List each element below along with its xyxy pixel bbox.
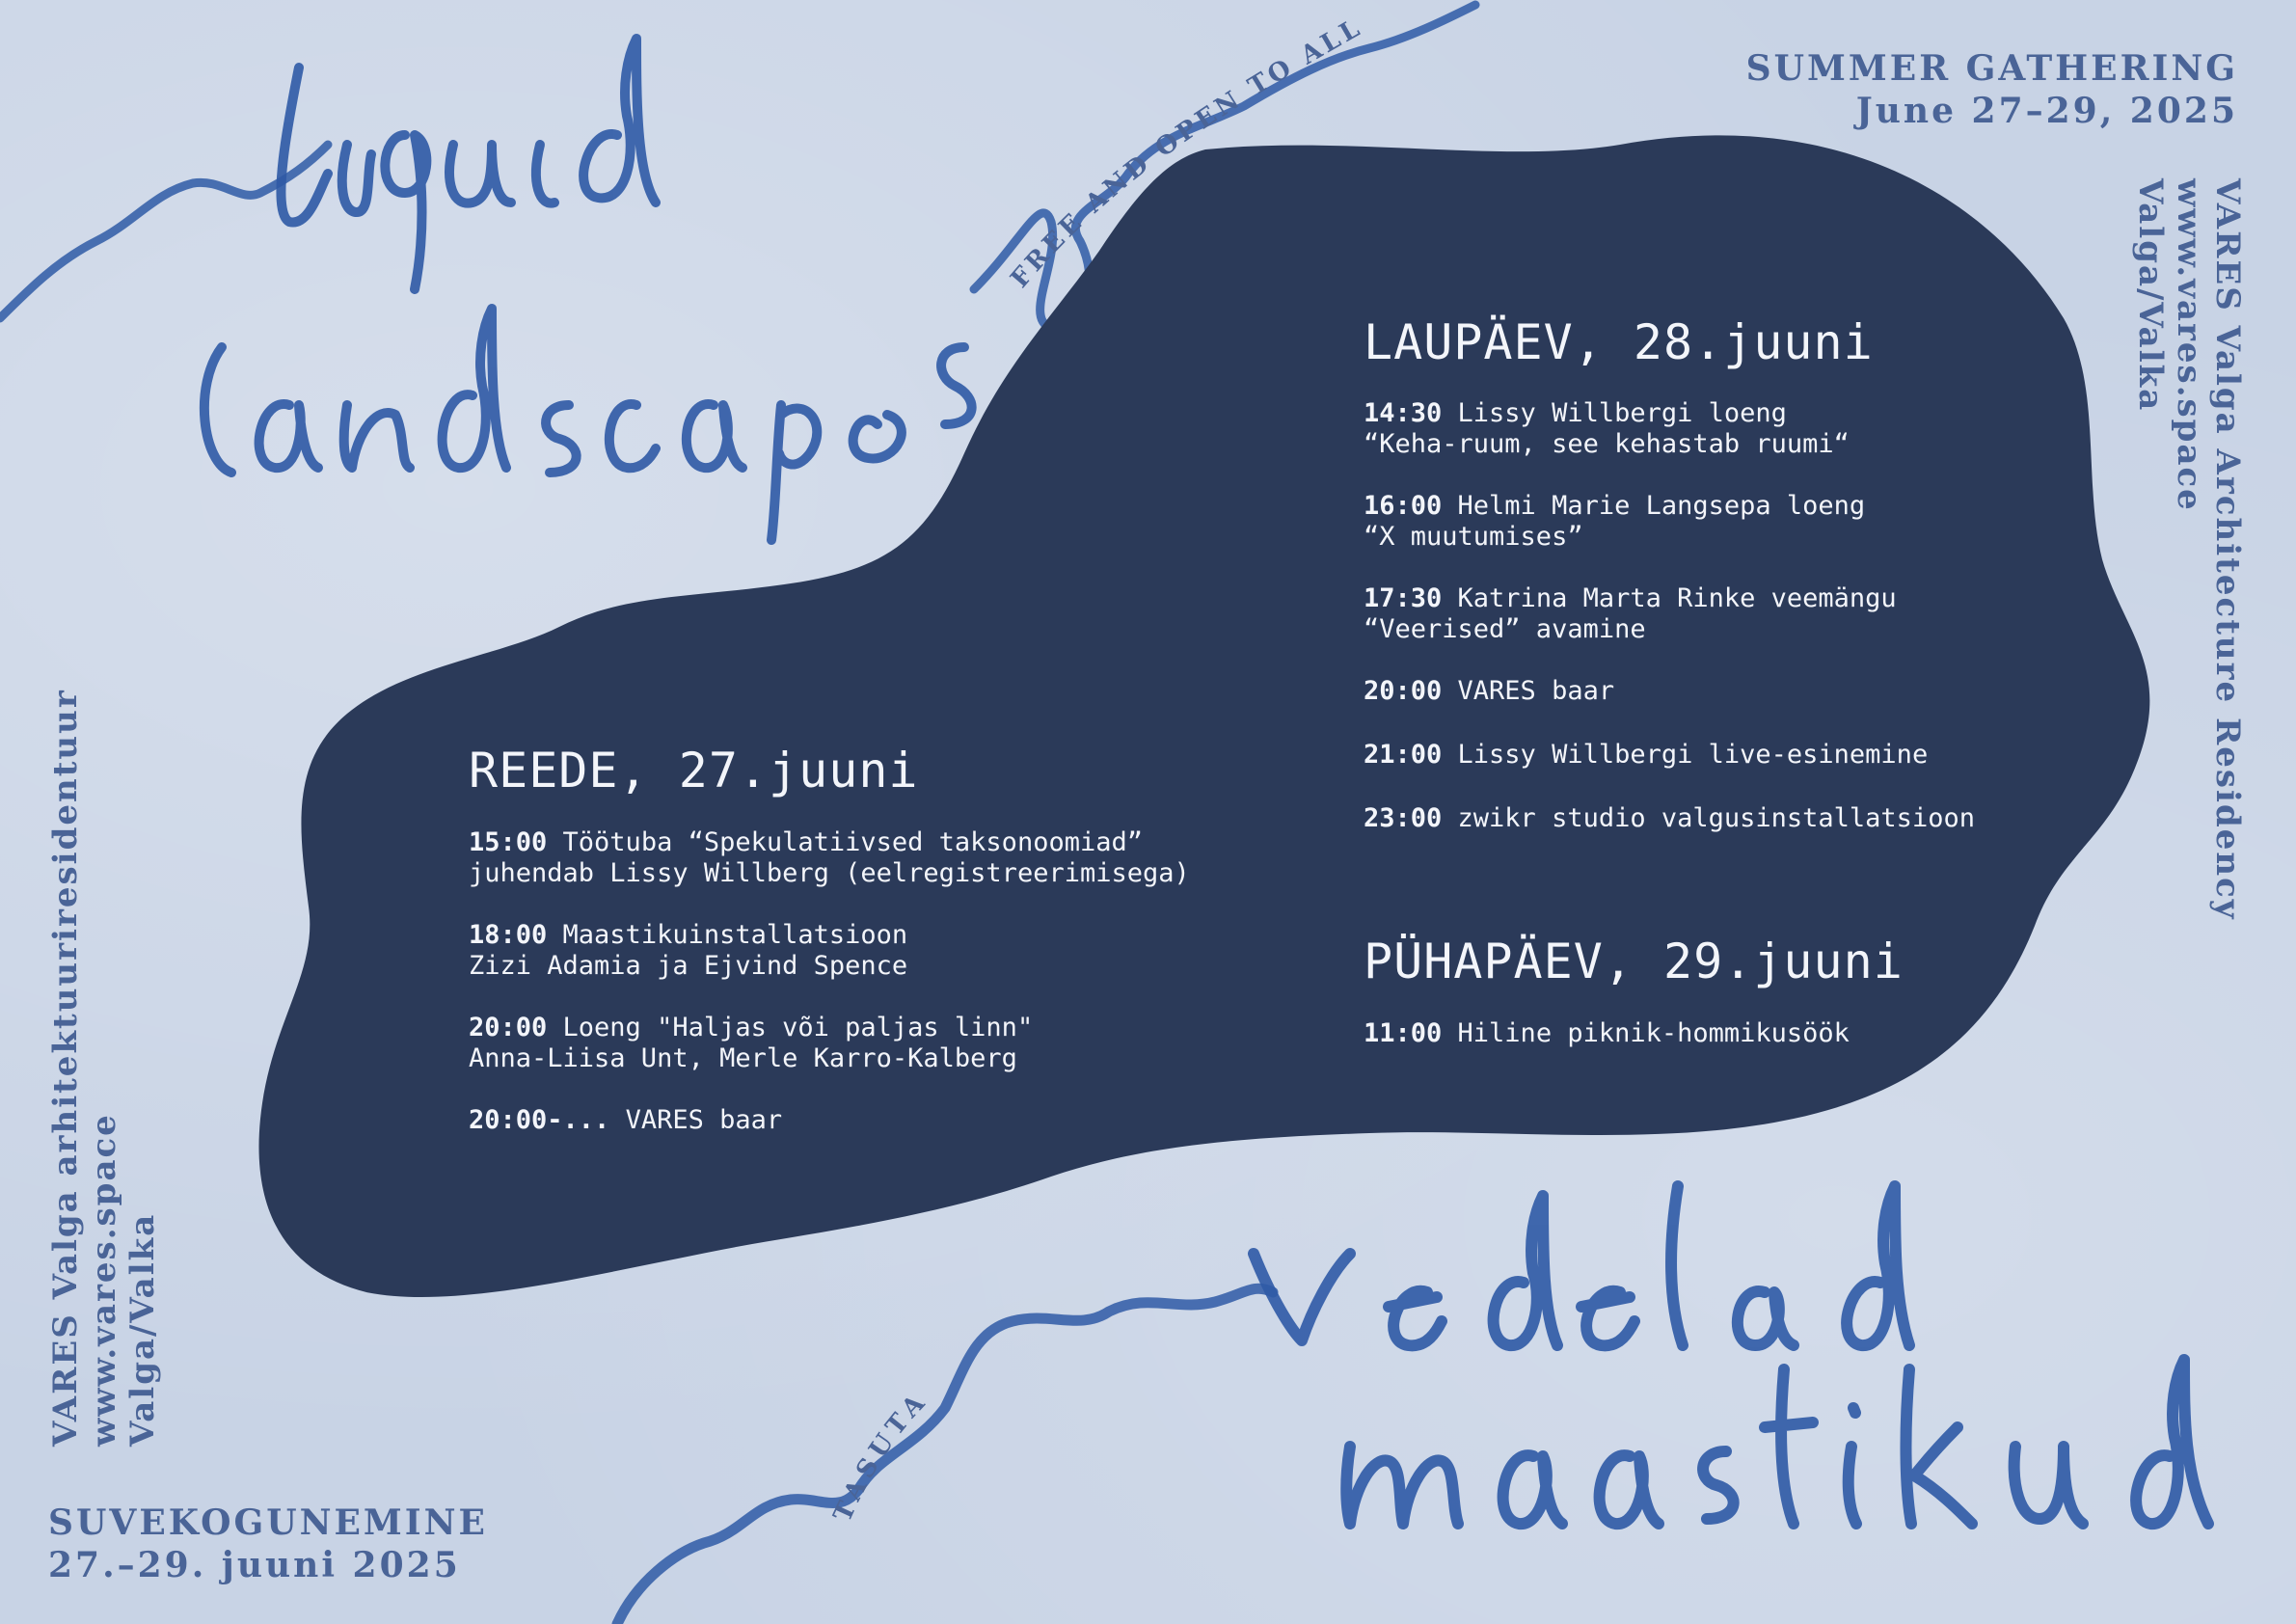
event-time: 23:00 — [1364, 803, 1443, 833]
event-detail: “Keha-ruum, see kehastab ruumi“ — [1364, 429, 1850, 459]
footer-dates: 27.–29. juuni 2025 — [48, 1545, 461, 1585]
event-detail: Anna-Liisa Unt, Merle Karro-Kalberg — [469, 1043, 1017, 1073]
event-detail: “X muutumises” — [1364, 522, 1583, 552]
event-time: 21:00 — [1364, 740, 1443, 770]
event-item — [1364, 398, 1975, 460]
side-left-line2: www.vares.space — [85, 1113, 123, 1447]
saturday-heading: LAUPÄEV, 28.juuni — [1364, 314, 1874, 370]
side-right-line1: VARES Valga Architecture Residency — [2208, 178, 2247, 921]
side-right-line3: Valga/Valka — [2131, 178, 2170, 413]
event-item — [469, 1013, 1190, 1074]
friday-heading: REEDE, 27.juuni — [469, 743, 919, 798]
event-title: Katrina Marta Rinke veemängu — [1442, 583, 1897, 613]
event-item — [1364, 676, 1975, 707]
event-title: Maastikuinstallatsioon — [547, 920, 908, 950]
side-info-right — [2131, 178, 2247, 921]
free-and-open-caption: FREE AND OPEN TO ALL — [1005, 12, 1368, 294]
event-detail: juhendab Lissy Willberg (eelregistreerimisega) — [469, 858, 1190, 888]
sunday-heading: PÜHAPÄEV, 29.juuni — [1364, 934, 1904, 989]
event-title: VARES baar — [1442, 676, 1615, 706]
header-dates: June 27–29, 2025 — [1855, 91, 2238, 131]
side-right-line2: www.vares.space — [2170, 178, 2208, 512]
event-time: 18:00 — [469, 920, 548, 950]
event-time: 20:00 — [1364, 676, 1443, 706]
event-detail: Zizi Adamia ja Ejvind Spence — [469, 951, 908, 981]
event-title: zwikr studio valgusinstallatsioon — [1442, 803, 1975, 833]
event-time: 16:00 — [1364, 491, 1443, 521]
event-title: Lissy Willbergi loeng — [1442, 398, 1787, 428]
event-time: 20:00 — [469, 1013, 548, 1042]
event-time: 14:30 — [1364, 398, 1443, 428]
event-title: Hiline piknik-hommikusöök — [1442, 1018, 1850, 1048]
sunday-events — [1364, 1018, 1850, 1080]
event-item — [1364, 1018, 1850, 1049]
event-item — [469, 1105, 1190, 1136]
event-item — [469, 920, 1190, 982]
event-title: Töötuba “Spekulatiivsed taksonoomiad” — [547, 827, 1143, 857]
event-item — [1364, 491, 1975, 553]
event-item — [1364, 583, 1975, 645]
friday-events — [469, 827, 1190, 1167]
tasuta-caption: TASUTA — [828, 1385, 935, 1527]
event-title: VARES baar — [609, 1105, 783, 1135]
event-time: 15:00 — [469, 827, 548, 857]
event-title: Loeng "Haljas või paljas linn" — [547, 1013, 1034, 1042]
event-title: Lissy Willbergi live-esinemine — [1442, 740, 1929, 770]
event-time: 11:00 — [1364, 1018, 1443, 1048]
header-title: SUMMER GATHERING — [1745, 48, 2238, 89]
event-item — [469, 827, 1190, 889]
event-time: 17:30 — [1364, 583, 1443, 613]
event-time: 20:00-... — [469, 1105, 610, 1135]
saturday-events — [1364, 398, 1975, 865]
event-item — [1364, 803, 1975, 834]
footer-title: SUVEKOGUNEMINE — [48, 1502, 488, 1543]
event-item — [1364, 740, 1975, 771]
event-detail: “Veerised” avamine — [1364, 614, 1646, 644]
side-left-line3: Valga/Valka — [123, 1212, 162, 1447]
event-title: Helmi Marie Langsepa loeng — [1442, 491, 1866, 521]
side-left-line1: VARES Valga arhitektuuriresidentuur — [46, 689, 85, 1447]
side-info-left — [46, 689, 162, 1447]
